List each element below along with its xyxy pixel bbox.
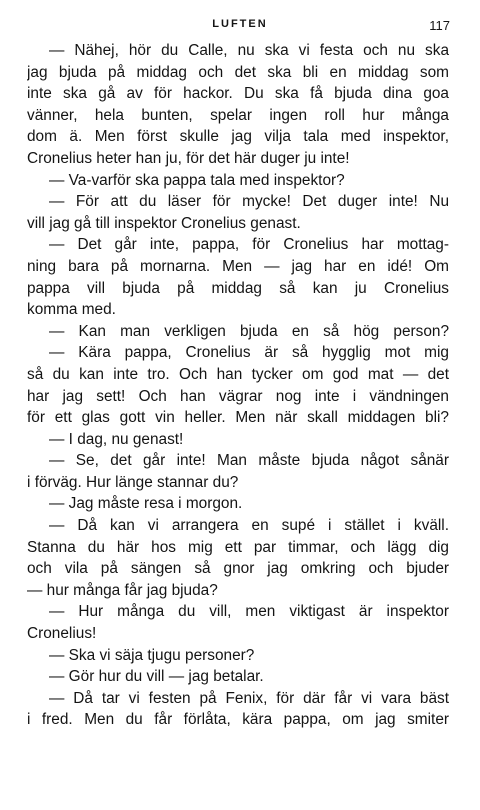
- text-line: för ett glas gott vin heller. Men när skall middagen bli?: [27, 409, 449, 427]
- text-line: — Nähej, hör du Calle, nu ska vi festa och nu ska: [49, 42, 449, 59]
- page-header: [28, 18, 452, 38]
- text-line: Cronelius!: [27, 625, 97, 643]
- text-line: — Då kan vi arrangera en supé i stället i kväll.: [49, 517, 449, 535]
- text-line: inte ska gå av för hackor. Du ska få bjuda dina goa: [27, 85, 449, 103]
- text-line: — I dag, nu genast!: [49, 430, 184, 448]
- text-line: komma med.: [27, 301, 116, 319]
- text-line: — Jag måste resa i morgon.: [49, 495, 243, 513]
- text-line: vill jag gå till inspektor Cronelius genast.: [27, 214, 301, 232]
- text-line: — Ska vi säja tjugu personer?: [49, 646, 255, 664]
- text-line: — Då tar vi festen på Fenix, för där får vi vara bäst: [49, 689, 449, 707]
- text-line: i förväg. Hur länge stannar du?: [27, 473, 239, 491]
- page-number: 117: [429, 18, 450, 33]
- running-head: LUFTEN: [212, 18, 268, 30]
- text-line: — Det går inte, pappa, för Cronelius har mottag-: [49, 236, 449, 254]
- text-line: pappa vill bjuda på middag så kan ju Cronelius: [27, 279, 449, 297]
- text-line: — Va-varför ska pappa tala med inspektor?: [49, 171, 345, 189]
- text-line: och vila på sängen så gnor jag omkring och bjuder: [27, 560, 449, 578]
- text-line: vänner, hela bunten, spelar ingen roll hur många: [27, 106, 449, 124]
- text-line: — Kan man verkligen bjuda en så hög person?: [49, 322, 449, 340]
- text-line: i fred. Men du får förlåta, kära pappa, om jag smiter: [27, 711, 449, 729]
- text-line: Cronelius heter han ju, för det här duger ju inte!: [27, 149, 350, 167]
- text-line: — Kära pappa, Cronelius är så hygglig mot mig: [49, 344, 449, 362]
- text-line: — hur många får jag bjuda?: [27, 581, 218, 599]
- text-line: har jag sett! Och han vägrar nog inte i vändningen: [27, 387, 449, 405]
- text-line: — Gör hur du vill — jag betalar.: [49, 668, 264, 686]
- text-line: så du kan inte tro. Och han tycker om god mat — det: [27, 365, 449, 383]
- text-line: ning bara på mornarna. Men — jag har en idé! Om: [27, 257, 449, 275]
- text-line: jag bjuda på middag och det ska bli en middag som: [27, 63, 449, 81]
- body-text: [27, 40, 449, 731]
- text-line: dom ä. Men först skulle jag vilja tala med inspektor,: [27, 128, 449, 146]
- text-line: — Hur många du vill, men viktigast är inspektor: [49, 603, 449, 621]
- text-line: Stanna du här hos mig ett par timmar, och lägg dig: [27, 538, 449, 556]
- text-line: — Se, det går inte! Man måste bjuda något sånär: [49, 452, 449, 470]
- text-line: — För att du läser för mycke! Det duger inte! Nu: [49, 193, 449, 211]
